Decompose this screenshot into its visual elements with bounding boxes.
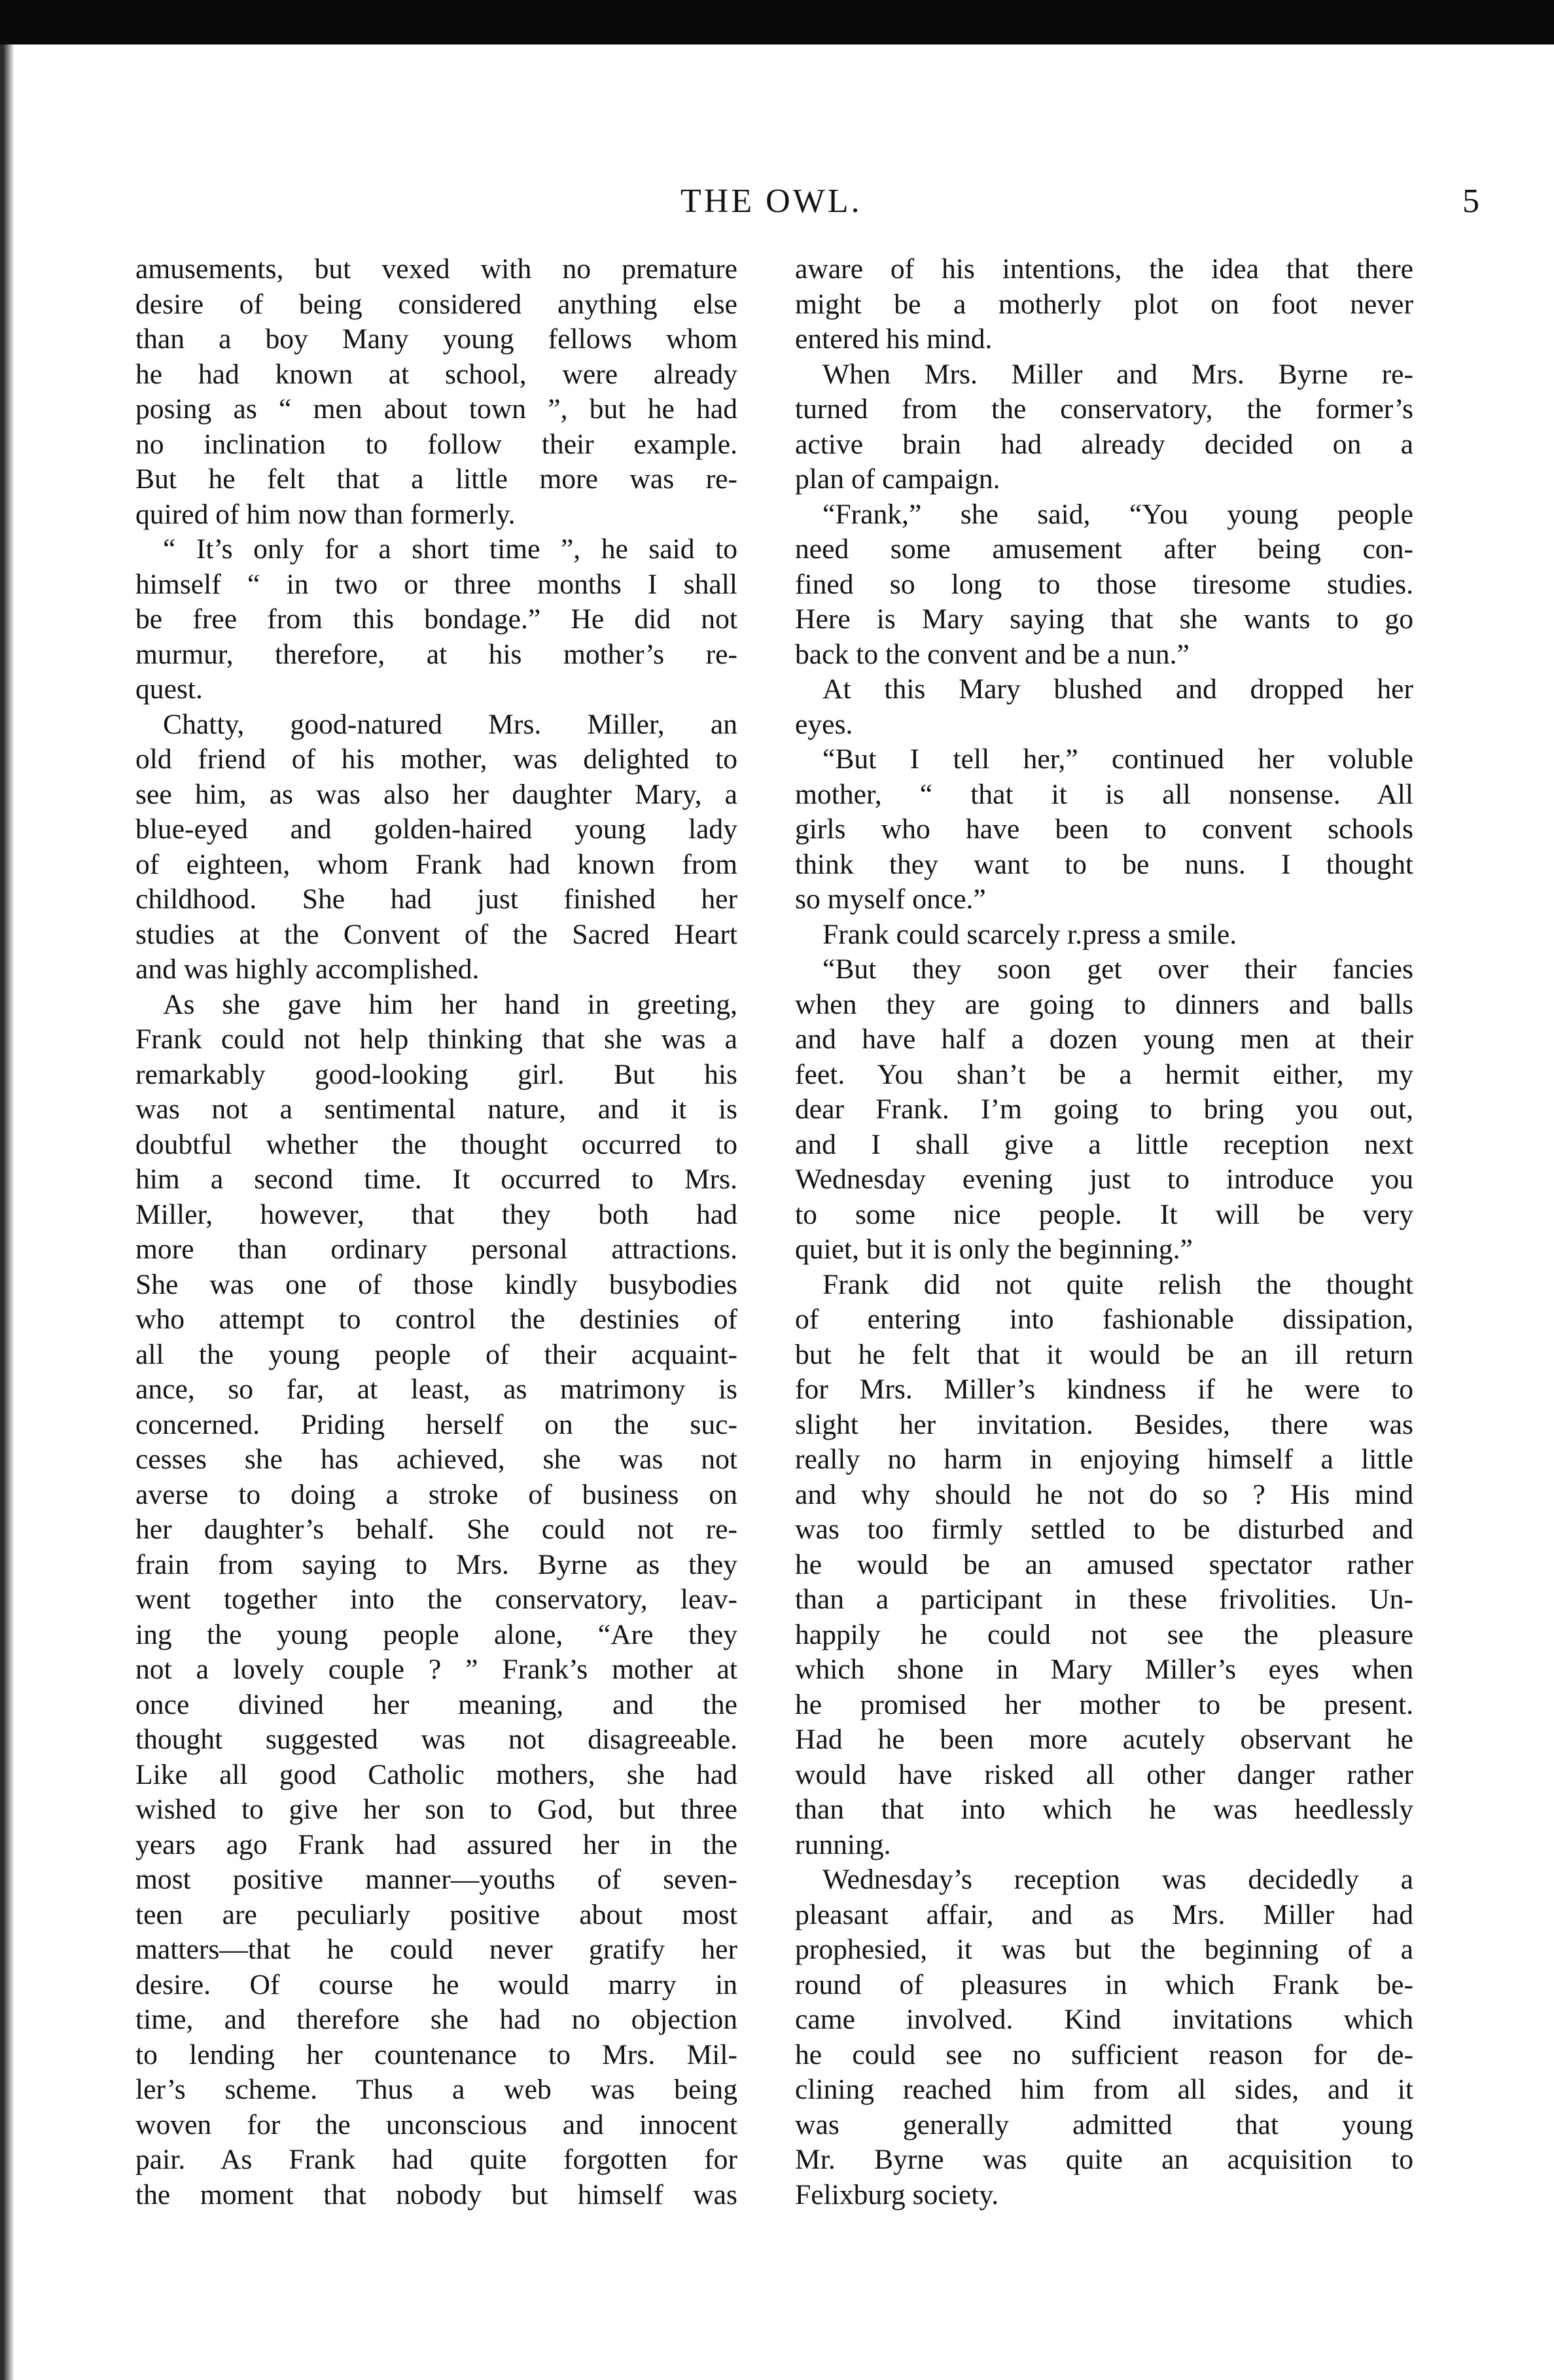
text-line: he could see no sufficient reason for de- <box>795 2038 1413 2070</box>
text-line: quiet, but it is only the beginning.” <box>795 1234 1193 1265</box>
text-line: back to the convent and be a nun.” <box>795 638 1190 670</box>
text-line: matters—that he could never gratify her <box>135 1934 737 1965</box>
text-line: would have risked all other danger rather <box>795 1758 1413 1790</box>
text-line: he had known at school, were already <box>135 358 737 390</box>
text-line: posing as “ men about town ”, but he had <box>135 393 737 425</box>
binding-edge <box>0 44 14 2380</box>
text-line: all the young people of their acquaint- <box>135 1338 737 1370</box>
text-line: quired of him now than formerly. <box>135 498 516 530</box>
text-line: murmur, therefore, at his mother’s re- <box>135 638 737 670</box>
text-line: clining reached him from all sides, and it <box>795 2074 1413 2105</box>
text-line: teen are peculiarly positive about most <box>135 1898 737 1930</box>
text-line: girls who have been to convent schools <box>795 813 1413 845</box>
text-line: which shone in Mary Miller’s eyes when <box>795 1654 1413 1685</box>
text-line: aware of his intentions, the idea that there <box>795 253 1413 285</box>
text-line: Felixburg society. <box>795 2178 999 2211</box>
text-line: so myself once.” <box>795 883 986 915</box>
text-line: to lending her countenance to Mrs. Mil- <box>135 2038 737 2070</box>
text-line: than that into which he was heedlessly <box>795 1794 1413 1825</box>
text-line: “But I tell her,” continued her voluble <box>822 743 1413 775</box>
left-column <box>135 252 737 2212</box>
text-line: ing the young people alone, “Are they <box>135 1618 737 1650</box>
text-line: her daughter’s behalf. She could not re- <box>135 1514 737 1545</box>
text-line: think they want to be nuns. I thought <box>795 848 1413 880</box>
text-line: plan of campaign. <box>795 463 1000 495</box>
text-line: cesses she has achieved, she was not <box>135 1444 737 1475</box>
text-line: of eighteen, whom Frank had known from <box>135 848 737 880</box>
text-line: the moment that nobody but himself was <box>135 2178 737 2211</box>
running-title: THE OWL. <box>680 183 862 220</box>
text-line: Wednesday evening just to introduce you <box>795 1163 1413 1195</box>
text-line: be free from this bondage.” He did not <box>135 603 737 635</box>
text-line: wished to give her son to God, but three <box>135 1794 737 1825</box>
text-line: active brain had already decided on a <box>795 428 1413 460</box>
right-column <box>795 252 1413 2212</box>
text-line: quest. <box>135 673 203 705</box>
text-line: “But they soon get over their fancies <box>822 953 1413 985</box>
text-line: blue-eyed and golden-haired young lady <box>135 813 737 845</box>
text-line: remarkably good-looking girl. But his <box>135 1058 737 1090</box>
text-line: was too firmly settled to be disturbed and <box>795 1514 1413 1545</box>
text-line: Frank could scarcely r.press a smile. <box>822 918 1237 950</box>
text-line: Miller, however, that they both had <box>135 1198 737 1230</box>
text-line: feet. You shan’t be a hermit either, my <box>795 1058 1413 1090</box>
text-line: When Mrs. Miller and Mrs. Byrne re- <box>822 358 1413 390</box>
text-line: Frank could not help thinking that she was a <box>135 1023 737 1055</box>
text-line: Here is Mary saying that she wants to go <box>795 603 1413 635</box>
text-line: he would be an amused spectator rather <box>795 1548 1413 1580</box>
text-line: and have half a dozen young men at their <box>795 1023 1413 1055</box>
text-line: “ It’s only for a short time ”, he said to <box>163 533 737 565</box>
text-line: him a second time. It occurred to Mrs. <box>135 1163 737 1195</box>
page-number: 5 <box>1462 183 1479 220</box>
text-line: not a lovely couple ? ” Frank’s mother at <box>135 1654 737 1685</box>
text-line: She was one of those kindly busybodies <box>135 1268 737 1300</box>
text-line: turned from the conservatory, the former’s <box>795 393 1413 425</box>
text-line: really no harm in enjoying himself a little <box>795 1444 1413 1475</box>
text-line: mother, “ that it is all nonsense. All <box>795 778 1413 810</box>
text-line: and was highly accomplished. <box>135 953 480 985</box>
text-line: for Mrs. Miller’s kindness if he were to <box>795 1374 1413 1405</box>
text-line: ler’s scheme. Thus a web was being <box>135 2074 737 2105</box>
text-line: averse to doing a stroke of business on <box>135 1478 737 1510</box>
text-line: woven for the unconscious and innocent <box>135 2108 737 2140</box>
text-line: to some nice people. It will be very <box>795 1198 1413 1230</box>
text-line: Chatty, good-natured Mrs. Miller, an <box>163 708 737 740</box>
text-line: “Frank,” she said, “You young people <box>822 498 1413 530</box>
text-line: but he felt that it would be an ill return <box>795 1338 1413 1370</box>
text-line: than a participant in these frivolities. Un- <box>795 1584 1413 1615</box>
text-line: Had he been more acutely observant he <box>795 1724 1413 1755</box>
text-line: time, and therefore she had no objection <box>135 2004 737 2035</box>
text-line: Like all good Catholic mothers, she had <box>135 1758 737 1790</box>
text-line: At this Mary blushed and dropped her <box>822 673 1413 705</box>
text-line: Mr. Byrne was quite an acquisition to <box>795 2144 1413 2175</box>
text-line: dear Frank. I’m going to bring you out, <box>795 1093 1413 1125</box>
text-line: of entering into fashionable dissipation, <box>795 1304 1413 1335</box>
text-line: once divined her meaning, and the <box>135 1688 737 1720</box>
text-line: ance, so far, at least, as matrimony is <box>135 1374 737 1405</box>
text-line: childhood. She had just finished her <box>135 883 737 915</box>
text-line: might be a motherly plot on foot never <box>795 288 1413 320</box>
text-line: Wednesday’s reception was decidedly a <box>822 1864 1413 1895</box>
text-line: no inclination to follow their example. <box>135 428 737 460</box>
text-line: round of pleasures in which Frank be- <box>795 1968 1413 2000</box>
text-line: thought suggested was not disagreeable. <box>135 1724 737 1755</box>
text-line: pair. As Frank had quite forgotten for <box>135 2144 737 2175</box>
text-line: desire. Of course he would marry in <box>135 1968 737 2000</box>
text-line: years ago Frank had assured her in the <box>135 1828 737 1860</box>
text-line: old friend of his mother, was delighted to <box>135 743 737 775</box>
text-line: who attempt to control the destinies of <box>135 1304 737 1335</box>
text-line: As she gave him her hand in greeting, <box>163 988 737 1020</box>
text-line: slight her invitation. Besides, there was <box>795 1408 1413 1440</box>
text-line: desire of being considered anything else <box>135 288 737 320</box>
text-line: studies at the Convent of the Sacred Heart <box>135 918 737 950</box>
text-line: entered his mind. <box>795 323 993 355</box>
text-line: concerned. Priding herself on the suc- <box>135 1408 737 1440</box>
text-line: running. <box>795 1828 891 1860</box>
text-line: frain from saying to Mrs. Byrne as they <box>135 1548 737 1580</box>
text-line: doubtful whether the thought occurred to <box>135 1128 737 1160</box>
text-line: went together into the conservatory, leav- <box>135 1584 737 1615</box>
text-line: happily he could not see the pleasure <box>795 1618 1413 1650</box>
text-line: prophesied, it was but the beginning of a <box>795 1934 1413 1965</box>
text-line: and I shall give a little reception next <box>795 1128 1413 1160</box>
text-line: than a boy Many young fellows whom <box>135 323 737 355</box>
text-line: himself “ in two or three months I shall <box>135 568 737 600</box>
text-line: amusements, but vexed with no premature <box>135 253 737 285</box>
text-line: need some amusement after being con- <box>795 533 1413 565</box>
text-line: pleasant affair, and as Mrs. Miller had <box>795 1898 1413 1930</box>
text-line: But he felt that a little more was re- <box>135 463 737 495</box>
text-line: and why should he not do so ? His mind <box>795 1478 1413 1510</box>
running-head <box>0 175 1554 228</box>
text-line: was generally admitted that young <box>795 2108 1413 2140</box>
text-line: fined so long to those tiresome studies. <box>795 568 1413 600</box>
text-line: was not a sentimental nature, and it is <box>135 1093 737 1125</box>
text-line: Frank did not quite relish the thought <box>822 1268 1413 1300</box>
text-line: more than ordinary personal attractions. <box>135 1234 737 1265</box>
text-line: he promised her mother to be present. <box>795 1688 1413 1720</box>
top-border <box>0 0 1554 44</box>
text-line: eyes. <box>795 708 853 740</box>
text-line: see him, as was also her daughter Mary, a <box>135 778 737 810</box>
text-line: when they are going to dinners and balls <box>795 988 1413 1020</box>
text-line: came involved. Kind invitations which <box>795 2004 1413 2035</box>
text-line: most positive manner—youths of seven- <box>135 1864 737 1895</box>
